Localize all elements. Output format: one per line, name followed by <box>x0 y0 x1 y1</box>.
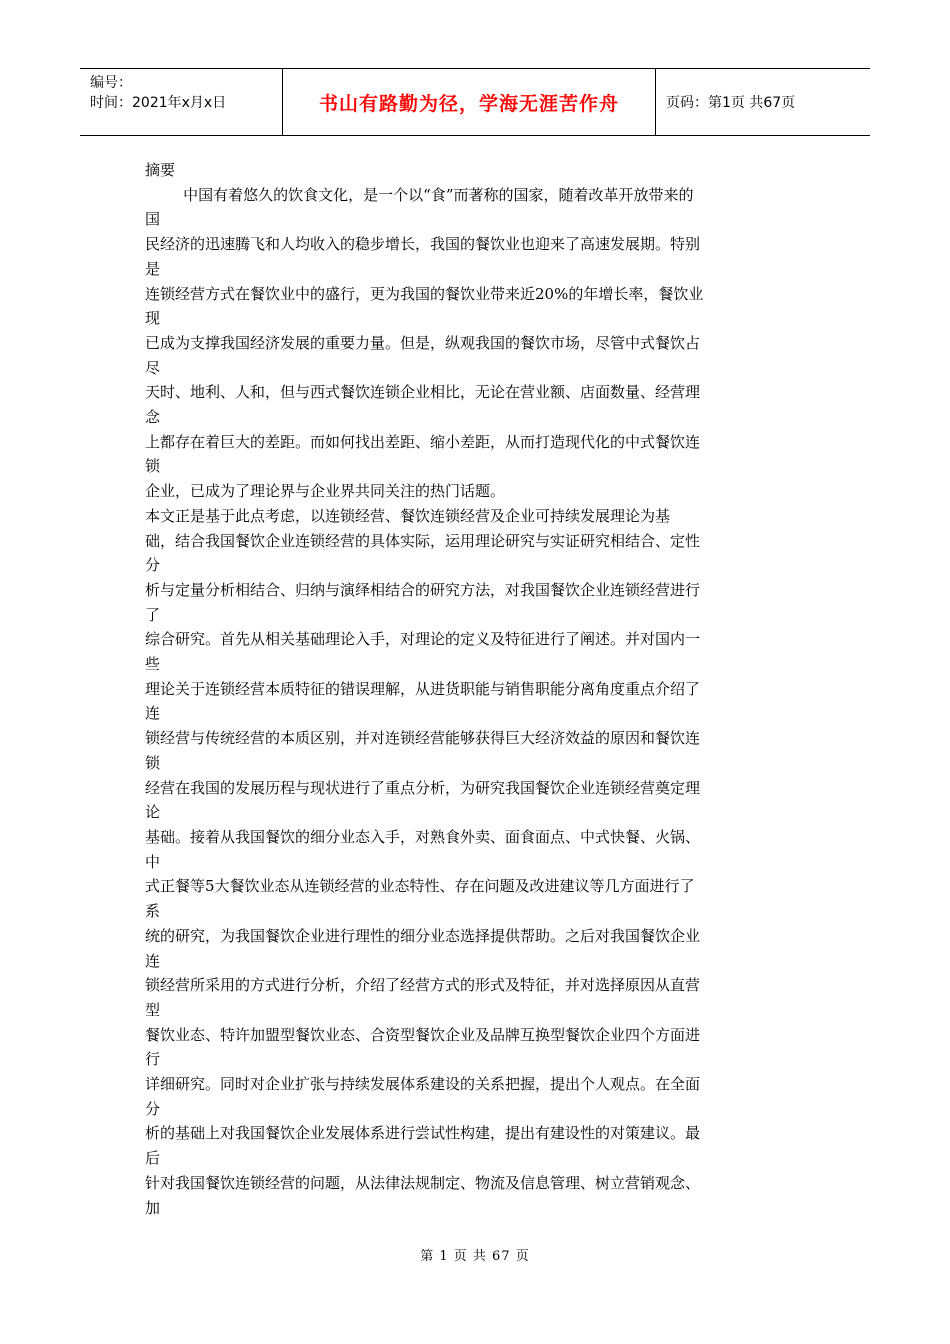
page-header <box>80 68 870 136</box>
body-line: 论 <box>145 803 161 822</box>
body-line: 念 <box>145 408 161 427</box>
body-line: 锁 <box>145 457 161 476</box>
body-line: 详细研究。同时对企业扩张与持续发展体系建设的关系把握，提出个人观点。在全面 <box>145 1075 701 1094</box>
body-line: 是 <box>145 259 161 278</box>
body-line: 后 <box>145 1149 161 1168</box>
body-line: 已成为支撑我国经济发展的重要力量。但是，纵观我国的餐饮市场，尽管中式餐饮占 <box>145 333 701 352</box>
body-line: 统的研究，为我国餐饮企业进行理性的细分业态选择提供帮助。之后对我国餐饮企业 <box>145 926 701 945</box>
body-line: 式正餐等5大餐饮业态从连锁经营的业态特性、存在问题及改进建议等几方面进行了 <box>145 877 695 896</box>
body-line: 连锁经营方式在餐饮业中的盛行，更为我国的餐饮业带来近20%的年增长率，餐饮业 <box>145 284 704 303</box>
page-footer: 第 1 页 共 67 页 <box>420 1249 530 1264</box>
body-line: 经营在我国的发展历程与现状进行了重点分析，为研究我国餐饮企业连锁经营奠定理 <box>145 778 701 797</box>
body-line: 摘要 <box>145 161 176 179</box>
document-date-label: 时间：2021年x月x日 <box>90 95 227 111</box>
body-line: 些 <box>145 655 161 674</box>
body-line: 民经济的迅速腾飞和人均收入的稳步增长，我国的餐饮业也迎来了高速发展期。特别 <box>145 235 701 254</box>
body-line: 行 <box>145 1050 161 1069</box>
header-page-info: 页码：第1页 共67页 <box>666 95 796 111</box>
body-line: 理论关于连锁经营本质特征的错误理解，从进货职能与销售职能分离角度重点介绍了 <box>145 679 701 698</box>
body-line: 国 <box>145 210 161 229</box>
body-line: 连 <box>145 704 161 723</box>
body-line: 析与定量分析相结合、归纳与演绎相结合的研究方法，对我国餐饮企业连锁经营进行 <box>145 580 701 599</box>
body-line: 础，结合我国餐饮企业连锁经营的具体实际，运用理论研究与实证研究相结合、定性 <box>145 531 701 550</box>
body-line: 锁经营所采用的方式进行分析，介绍了经营方式的形式及特征，并对选择原因从直营 <box>145 976 701 995</box>
body-line: 分 <box>145 556 161 575</box>
body-line: 针对我国餐饮连锁经营的问题，从法律法规制定、物流及信息管理、树立营销观念、 <box>145 1173 701 1192</box>
body-line: 型 <box>145 1000 161 1019</box>
body-line: 了 <box>145 605 161 624</box>
body-line: 分 <box>145 1099 161 1118</box>
body-line: 餐饮业态、特许加盟型餐饮业态、合资型餐饮企业及品牌互换型餐饮企业四个方面进 <box>145 1025 701 1044</box>
body-line: 天时、地利、人和，但与西式餐饮连锁企业相比，无论在营业额、店面数量、经营理 <box>145 383 701 402</box>
body-line: 连 <box>145 951 161 970</box>
body-line: 尽 <box>145 358 161 377</box>
body-line: 锁经营与传统经营的本质区别，并对连锁经营能够获得巨大经济效益的原因和餐饮连 <box>145 729 701 748</box>
header-meta <box>80 69 282 135</box>
body-line: 析的基础上对我国餐饮企业发展体系进行尝试性构建，提出有建设性的对策建议。最 <box>145 1124 701 1143</box>
body-line: 中 <box>145 852 161 871</box>
body-line: 基础。接着从我国餐饮的细分业态入手，对熟食外卖、面食面点、中式快餐、火锅、 <box>145 827 701 846</box>
body-line: 综合研究。首先从相关基础理论入手，对理论的定义及特征进行了阐述。并对国内一 <box>145 630 701 649</box>
body-line: 加 <box>145 1198 161 1217</box>
header-motto: 书山有路勤为径，学海无涯苦作舟 <box>282 69 656 135</box>
body-line: 锁 <box>145 753 161 772</box>
body-line: 上都存在着巨大的差距。而如何找出差距、缩小差距，从而打造现代化的中式餐饮连 <box>145 432 701 451</box>
body-line: 现 <box>145 309 161 328</box>
body-line: 系 <box>145 902 161 921</box>
body-line: 中国有着悠久的饮食文化，是一个以“食”而著称的国家，随着改革开放带来的 <box>145 185 694 204</box>
document-number-label: 编号： <box>90 75 132 91</box>
body-line: 本文正是基于此点考虑，以连锁经营、餐饮连锁经营及企业可持续发展理论为基 <box>145 506 671 525</box>
document-body <box>145 158 805 1220</box>
body-line: 企业，已成为了理论界与企业界共同关注的热门话题。 <box>145 482 506 501</box>
